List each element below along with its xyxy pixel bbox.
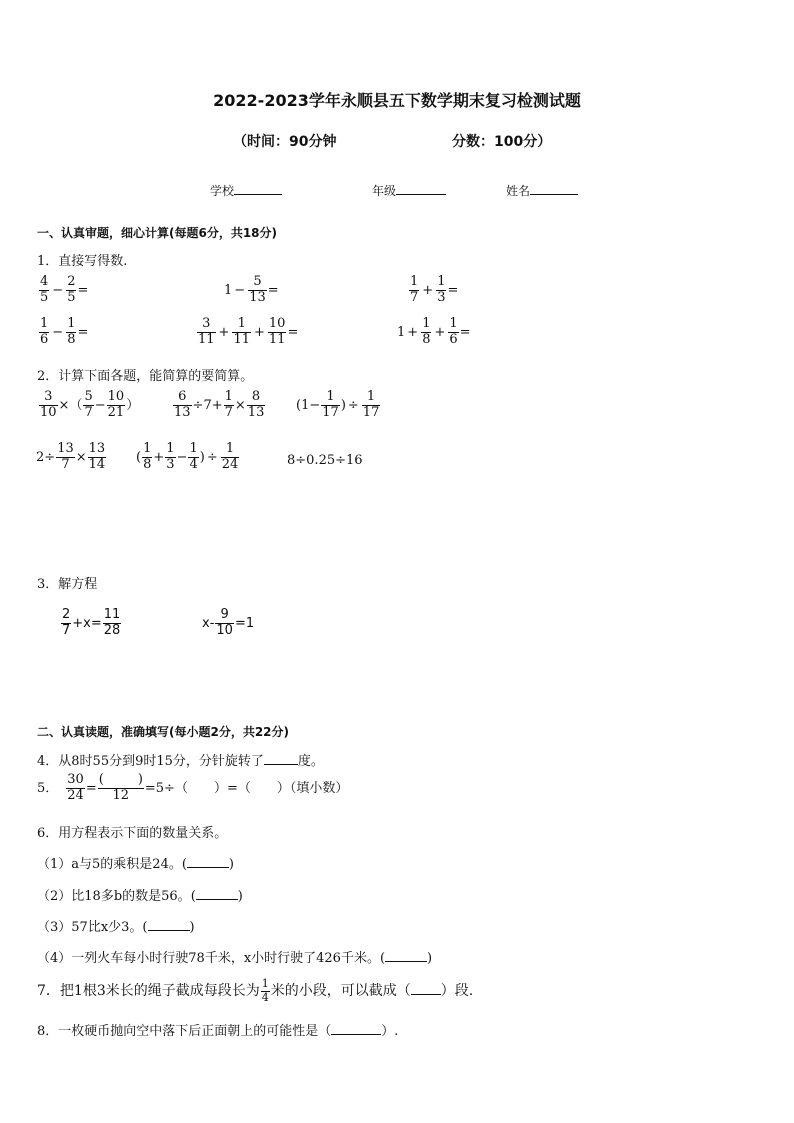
- page-title: 2022-2023学年永顺县五下数学期末复习检测试题: [213, 91, 581, 110]
- question-3: 3．解方程: [37, 577, 98, 592]
- q6-4-blank[interactable]: [385, 949, 427, 962]
- grade-field[interactable]: [372, 182, 446, 199]
- q4-blank[interactable]: [264, 752, 298, 765]
- grade-label: 年级: [372, 184, 397, 198]
- q1-item-2: 1 − $\frac{5}{13}$ =: [224, 274, 279, 305]
- q3-equation-2: x- $\frac{9}{10}$ =1: [202, 607, 255, 638]
- name-blank[interactable]: [530, 182, 578, 195]
- q6-1-blank[interactable]: [187, 855, 229, 868]
- q6-part-2: （2）比18多b的数是56。( ): [37, 889, 243, 904]
- q6-part-1: （1）a与5的乘积是24。( ): [37, 857, 234, 872]
- time-limit: （时间：90分钟: [233, 134, 337, 150]
- q6-part-3: （3）57比x少3。( ): [37, 920, 195, 935]
- school-blank[interactable]: [234, 182, 282, 195]
- question-2: 2．计算下面各题，能简算的要简算。: [37, 369, 254, 384]
- q1-item-5: $\frac{3}{11}$ + $\frac{1}{11}$ + $\frac{10}{11}$ =: [198, 316, 299, 347]
- q2-item-5: ( $\frac{1}{8}$ + $\frac{1}{3}$ − $\frac{1}{4}$ ) ÷ $\frac{1}{24}$: [136, 441, 239, 472]
- q8-blank[interactable]: [331, 1022, 381, 1035]
- q2-item-3: (1− $\frac{1}{17}$ ) ÷ $\frac{1}{17}$: [296, 389, 380, 420]
- total-score: 分数：100分）: [452, 134, 552, 150]
- question-5: 5． $\frac{30}{24}$ = $\frac{( )}{12}$ =5÷（ ）=（ ）（填小数）: [37, 772, 349, 803]
- q6-3-blank[interactable]: [148, 918, 190, 931]
- q2-item-2: $\frac{6}{13}$ ÷7+ $\frac{1}{7}$ × $\frac{8}{13}$: [174, 389, 265, 420]
- school-field[interactable]: [210, 182, 282, 199]
- q1-item-1: $\frac{4}{5}$ − $\frac{2}{5}$ =: [40, 274, 89, 305]
- question-4: 4．从8时55分到9时15分，分针旋转了 度。: [37, 754, 324, 769]
- q2-item-4: 2÷ $\frac{13}{7}$ × $\frac{13}{14}$: [36, 441, 106, 472]
- question-1: 1．直接写得数.: [37, 254, 128, 269]
- q2-item-1: $\frac{3}{10}$ ×（ $\frac{5}{7}$ − $\frac{10}{21}$ ）: [40, 389, 140, 420]
- question-7: 7．把1根3米长的绳子截成每段长为 $\frac{1}{4}$ 米的小段，可以截成（ ）段.: [37, 977, 474, 1004]
- q3-equation-1: $\frac{2}{7}$ +x= $\frac{11}{28}$: [62, 607, 121, 638]
- section-1-heading: 一、认真审题，细心计算(每题6分，共18分): [37, 226, 278, 240]
- q2-item-6: 8÷0.25÷16: [287, 453, 363, 468]
- q7-blank[interactable]: [411, 982, 441, 995]
- question-6: 6．用方程表示下面的数量关系。: [37, 826, 228, 841]
- q1-item-6: 1 + $\frac{1}{8}$ + $\frac{1}{6}$ =: [397, 316, 471, 347]
- school-label: 学校: [210, 184, 235, 198]
- q1-item-4: $\frac{1}{6}$ − $\frac{1}{8}$ =: [40, 316, 89, 347]
- q6-2-blank[interactable]: [196, 887, 238, 900]
- name-field[interactable]: [506, 182, 578, 199]
- question-8: 8．一枚硬币抛向空中落下后正面朝上的可能性是（ ）.: [37, 1024, 399, 1039]
- name-label: 姓名: [506, 184, 531, 198]
- grade-blank[interactable]: [396, 182, 446, 195]
- q6-part-4: （4）一列火车每小时行驶78千米，x小时行驶了426千米。( ): [37, 951, 433, 966]
- section-2-heading: 二、认真读题，准确填写(每小题2分，共22分): [37, 725, 290, 739]
- q1-item-3: $\frac{1}{7}$ + $\frac{1}{3}$ =: [410, 274, 459, 305]
